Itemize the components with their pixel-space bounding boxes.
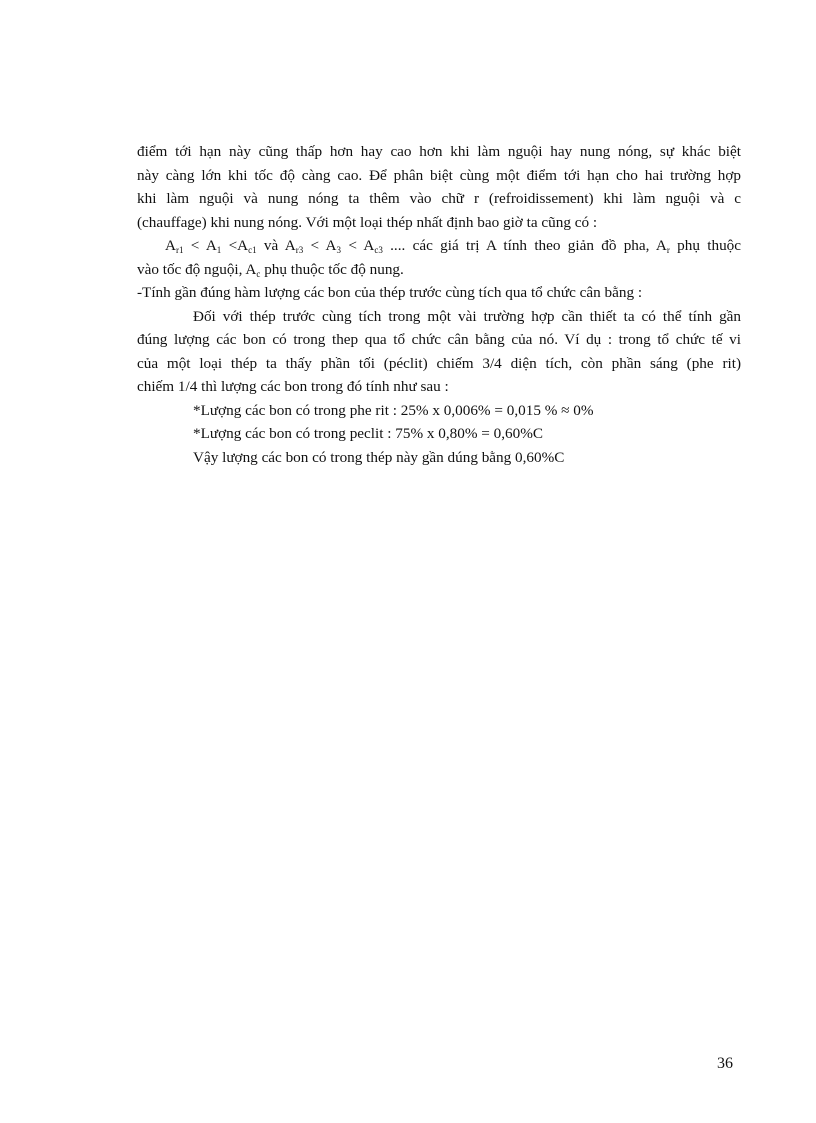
formula-part: < A — [341, 237, 375, 254]
formula-subscript: r3 — [295, 245, 304, 255]
formula-subscript: 1 — [216, 245, 222, 255]
text-line: điểm tới hạn này cũng thấp hơn hay cao hơn khi làm nguội hay nung nóng, sự khác biệt — [137, 143, 741, 160]
calculation-list — [137, 399, 741, 470]
formula-part: và A — [256, 237, 296, 254]
text-part: vào tốc độ nguội, A — [137, 260, 257, 278]
paragraph-formula — [137, 234, 741, 281]
heading-text: -Tính gần đúng hàm lượng các bon của thép trước cùng tích qua tổ chức cân bằng : — [137, 284, 643, 301]
formula-part: phụ thuộc — [669, 237, 742, 254]
formula-subscript: c — [256, 268, 261, 279]
formula-part: A — [325, 237, 337, 254]
section-heading — [137, 281, 741, 305]
text-line: đúng lượng các bon có trong thep qua tổ chức cân bằng của nó. Ví dụ : trong tổ chức tế vi — [137, 331, 741, 348]
formula-part: .... các giá trị A tính theo giản đồ pha, A — [382, 237, 667, 254]
text-line: của một loại thép ta thấy phần tối (péclit) chiếm 3/4 diện tích, còn phần sáng (phe rit) — [137, 354, 741, 372]
formula-line — [137, 234, 741, 258]
calculation-ferrite: *Lượng các bon có trong phe rit : 25% x 0,006% = 0,015 % ≈ 0% — [193, 401, 594, 419]
text-line: khi làm nguội và nung nóng ta thêm vào chữ r (refroidissement) khi làm nguội và c — [137, 190, 741, 207]
paragraph-critical-points — [137, 140, 741, 234]
formula-part: < — [183, 237, 206, 254]
text-line — [137, 258, 741, 282]
calculation-pearlite: *Lượng các bon có trong peclit : 75% x 0,80% = 0,60%C — [193, 425, 544, 442]
text-line: Đối với thép trước cùng tích trong một vài trường hợp cần thiết ta có thể tính gần — [193, 307, 741, 325]
conclusion: Vậy lượng các bon có trong thép này gần dúng bằng 0,60%C — [193, 448, 565, 466]
text-line: (chauffage) khi nung nóng. Với một loại thép nhất định bao giờ ta cũng có : — [137, 213, 598, 231]
page-number: 36 — [717, 1055, 733, 1072]
text-line: chiếm 1/4 thì lượng các bon trong đó tính như sau : — [137, 378, 449, 395]
body-text — [137, 140, 741, 469]
text-line: này càng lớn khi tốc độ càng cao. Để phân biệt cùng một điểm tới hạn cho hai trường hợp — [137, 166, 741, 184]
formula-part: A — [205, 237, 217, 254]
formula-subscript: c1 — [248, 245, 257, 255]
formula-subscript: r — [666, 245, 670, 255]
paragraph-example — [137, 305, 741, 399]
formula-part: A — [165, 237, 176, 254]
formula-subscript: r1 — [175, 245, 184, 255]
formula-part: <A — [221, 237, 249, 254]
formula-part: < — [303, 237, 326, 254]
text-part: phụ thuộc tốc độ nung. — [260, 260, 404, 278]
formula-subscript: c3 — [374, 245, 383, 255]
formula-subscript: 3 — [336, 245, 342, 255]
